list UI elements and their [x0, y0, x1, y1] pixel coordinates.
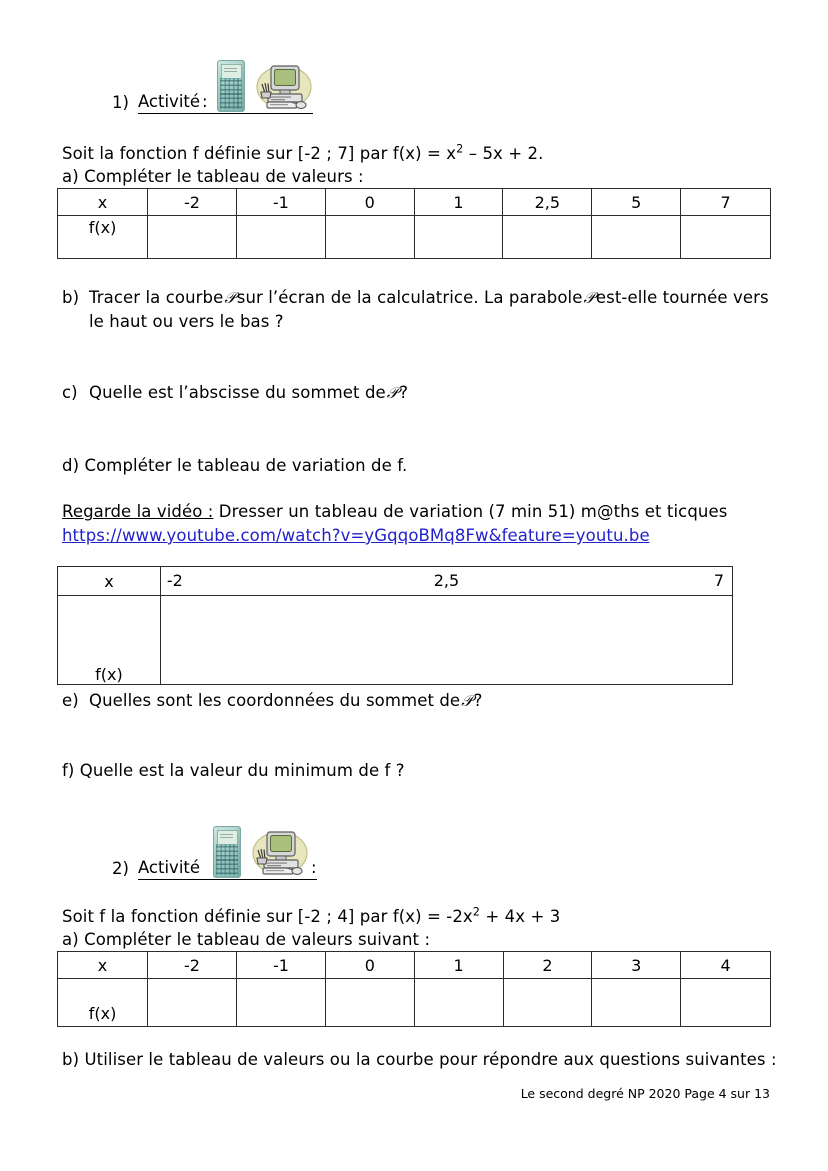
- calculator-icon: [213, 826, 241, 878]
- activity-1-number: 1): [112, 93, 129, 112]
- activity-2-number: 2): [112, 859, 129, 878]
- table-cell-fx-4[interactable]: [503, 979, 592, 1027]
- question-b-part2: sur l’écran de la calculatrice. La parabole: [236, 288, 583, 307]
- activity-1-question-a: a) Compléter le tableau de valeurs :: [62, 167, 364, 186]
- question-e-part2: ?: [473, 691, 483, 710]
- table-cell-x-2: 0: [325, 189, 414, 216]
- table-cell-x-1: -1: [236, 952, 325, 979]
- computer-icon-svg: [253, 60, 313, 112]
- table-cell-fx-6[interactable]: [681, 979, 771, 1027]
- activity-2-heading: [112, 824, 317, 880]
- activity-1-intro-exponent: 2: [456, 142, 464, 156]
- question-c-part2: ?: [399, 383, 409, 402]
- parabola-symbol: 𝒫: [386, 383, 399, 402]
- activity-1-question-e-marker: e): [62, 691, 79, 710]
- activity-1-label-underlined: [138, 60, 313, 114]
- activity-1-intro: [62, 143, 543, 165]
- question-e-part1: Quelles sont les coordonnées du sommet de: [89, 691, 461, 710]
- table-cell-x-5: 5: [592, 189, 681, 216]
- table-cell-fx-5[interactable]: [592, 216, 681, 259]
- variation-body-cell[interactable]: [160, 596, 732, 685]
- parabola-symbol: 𝒫: [583, 288, 595, 307]
- table-cell-fx-2[interactable]: [325, 216, 414, 259]
- calculator-icon: [217, 60, 245, 112]
- computer-icon: [253, 60, 313, 112]
- table-header-fx: f(x): [58, 216, 148, 259]
- table-header-x: x: [58, 952, 148, 979]
- table-cell-x-3: 1: [414, 189, 503, 216]
- calculator-keypad: [216, 846, 238, 875]
- activity-2-question-b: b) Utiliser le tableau de valeurs ou la courbe pour répondre aux questions suivantes :: [62, 1050, 777, 1069]
- activity-1-intro-suffix: – 5x + 2.: [463, 144, 544, 163]
- table-cell-fx-0[interactable]: [148, 979, 237, 1027]
- table-row: [58, 189, 771, 216]
- table-cell-x-5: 3: [592, 952, 681, 979]
- table-cell-fx-1[interactable]: [236, 216, 325, 259]
- table-cell-x-1: -1: [236, 189, 325, 216]
- activity-1-intro-prefix: Soit la fonction f définie sur [-2 ; 7] par f(x) = x: [62, 144, 457, 163]
- variation-x-start: -2: [166, 571, 183, 590]
- table-cell-fx-0[interactable]: [148, 216, 237, 259]
- table-cell-x-3: 1: [414, 952, 503, 979]
- table-cell-x-0: -2: [148, 952, 237, 979]
- table-header-x: x: [58, 189, 148, 216]
- activity-1-question-b-marker: b): [62, 288, 80, 307]
- activity-1-values-table: [57, 188, 771, 259]
- table-cell-fx-4[interactable]: [503, 216, 592, 259]
- calculator-screen: [221, 64, 242, 79]
- video-reference: [62, 501, 727, 523]
- activity-1-heading: [112, 58, 313, 114]
- activity-2-intro-prefix: Soit f la fonction définie sur [-2 ; 4] par f(x) = -2x: [62, 907, 473, 926]
- table-row: [58, 567, 733, 596]
- activity-2-intro-exponent: 2: [472, 905, 481, 919]
- table-cell-x-0: -2: [148, 189, 237, 216]
- activity-2-values-table: [57, 951, 771, 1027]
- activity-2-label: Activité: [137, 858, 201, 877]
- question-c-part1: Quelle est l’abscisse du sommet de: [89, 383, 386, 402]
- table-cell-x-4: 2,5: [503, 189, 592, 216]
- table-row: [58, 979, 771, 1027]
- activity-1-question-d: d) Compléter le tableau de variation de f.: [62, 456, 408, 475]
- table-cell-x-4: 2: [503, 952, 592, 979]
- variation-header-x: x: [58, 567, 161, 596]
- activity-2-label-underlined: [138, 826, 317, 880]
- variation-x-end: 7: [713, 571, 724, 590]
- activity-2-intro: [62, 906, 560, 928]
- page-footer: Le second degré NP 2020 Page 4 sur 13: [520, 1086, 770, 1101]
- activity-1-variation-table: [57, 566, 733, 685]
- activity-1-colon: :: [202, 92, 208, 111]
- table-cell-fx-3[interactable]: [414, 979, 503, 1027]
- variation-x-values: [160, 567, 732, 596]
- activity-1-question-c-marker: c): [62, 383, 78, 402]
- computer-icon-svg: [249, 826, 309, 878]
- table-cell-x-6: 4: [681, 952, 771, 979]
- activity-2-intro-suffix: + 4x + 3: [480, 907, 561, 926]
- computer-icon: [249, 826, 309, 878]
- video-description-text: Dresser un tableau de variation (7 min 51) m@ths et ticques: [218, 502, 728, 521]
- activity-1-label: Activité: [137, 92, 201, 111]
- table-cell-x-2: 0: [325, 952, 414, 979]
- activity-1-question-e: [89, 690, 482, 712]
- table-row: [58, 952, 771, 979]
- activity-1-question-c: [89, 382, 408, 404]
- parabola-symbol: 𝒫: [461, 691, 473, 710]
- activity-1-question-f: f) Quelle est la valeur du minimum de f ?: [62, 761, 405, 780]
- table-row: [58, 216, 771, 259]
- video-url-link[interactable]: https://www.youtube.com/watch?v=yGqqoBMq8Fw&feature=youtu.be: [62, 526, 650, 545]
- table-cell-fx-3[interactable]: [414, 216, 503, 259]
- activity-2-colon: :: [311, 858, 317, 877]
- activity-1-question-b-line1: [89, 287, 769, 309]
- activity-2-question-a: a) Compléter le tableau de valeurs suivant :: [62, 930, 431, 949]
- question-b-part3: est-elle tournée vers: [595, 288, 769, 307]
- variation-header-fx: f(x): [58, 596, 161, 685]
- table-cell-fx-5[interactable]: [592, 979, 681, 1027]
- table-cell-fx-2[interactable]: [325, 979, 414, 1027]
- activity-1-question-b-line2: le haut ou vers le bas ?: [89, 312, 284, 331]
- table-cell-fx-1[interactable]: [236, 979, 325, 1027]
- calculator-keypad: [220, 80, 242, 109]
- question-b-part1: Tracer la courbe: [89, 288, 224, 307]
- variation-x-middle: 2,5: [433, 571, 460, 590]
- table-row: [58, 596, 733, 685]
- calculator-screen: [217, 830, 238, 845]
- table-cell-x-6: 7: [681, 189, 771, 216]
- table-cell-fx-6[interactable]: [681, 216, 771, 259]
- video-label: Regarde la vidéo :: [62, 502, 214, 521]
- parabola-symbol: 𝒫: [224, 288, 236, 307]
- table-header-fx: f(x): [58, 979, 148, 1027]
